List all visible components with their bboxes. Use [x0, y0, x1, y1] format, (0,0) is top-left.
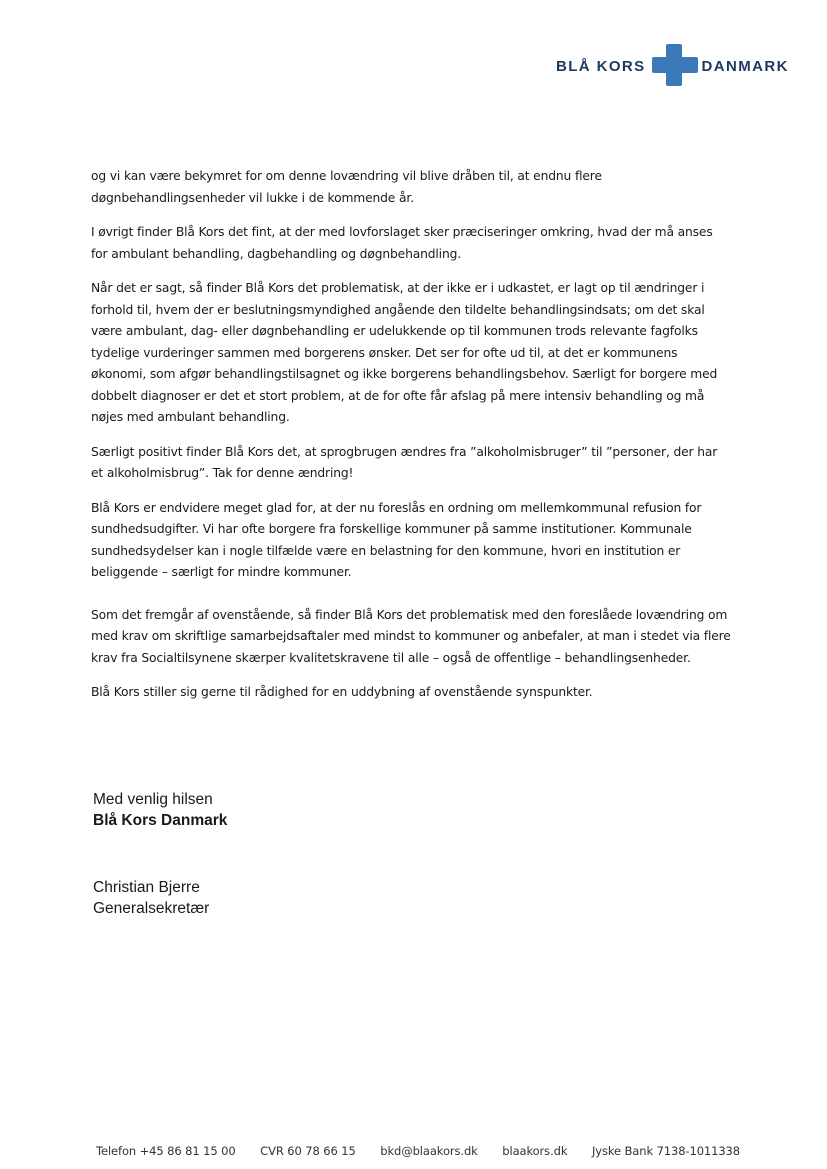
footer-phone: Telefon +45 86 81 15 00: [96, 1144, 236, 1158]
footer-website: blaakors.dk: [502, 1144, 568, 1158]
closing-greeting: Med venlig hilsen: [93, 791, 213, 808]
paragraph: Særligt positivt finder Blå Kors det, at sprogbrugen ændres fra ”alkoholmisbruger” til ”personer, der har et alkoholmisbrug”. Tak for denne ændring!: [91, 444, 718, 480]
signature-block: [93, 877, 209, 919]
closing-organization: Blå Kors Danmark: [93, 812, 228, 829]
signer-name: Christian Bjerre: [93, 879, 200, 896]
logo-text-right: DANMARK: [701, 57, 789, 75]
logo-text-left: BLÅ KORS: [556, 57, 646, 75]
organization-logo: [556, 44, 789, 86]
footer-bank: Jyske Bank 7138-1011338: [591, 1144, 740, 1158]
paragraph: Blå Kors er endvidere meget glad for, at der nu foreslås en ordning om mellemkommunal refusion for sundhedsudgifter. Vi har ofte borgere fra forskellige kommuner på samme institutioner. Kommunale sundhedsydelser kan i nogle tilfælde være en belastning for den kommune, hvori en institution er beliggende – særligt for mindre kommuner.: [91, 500, 702, 579]
closing: [93, 789, 227, 831]
cross-icon: [652, 44, 698, 86]
footer-email: bkd@blaakors.dk: [380, 1144, 478, 1158]
paragraph: Som det fremgår af ovenstående, så finder Blå Kors det problematisk med den foreslåede lovændring om med krav om skriftlige samarbejdsaftaler med mindst to kommuner og anbefaler, at man i stedet via flere krav fra Socialtilsynene skærper kvalitetskravene til alle – også de offentlige – behandlingsenheder.: [91, 607, 731, 665]
paragraph: Blå Kors stiller sig gerne til rådighed for en uddybning af ovenstående synspunkter.: [91, 685, 593, 699]
paragraph: Når det er sagt, så finder Blå Kors det problematisk, at der ikke er i udkastet, er lagt op til ændringer i forhold til, hvem der er beslutningsmyndighed angående den tildelte behandlingsindsats; om det skal være ambulant, dag- eller døgnbehandling er udelukkende op til kommunen trods relevante fagfolks tydelige vurderinger sammen med borgerens ønsker. Det ser for ofte ud til, at det er kommunens økonomi, som afgør behandlingstilsagnet og ikke borgerens behandlingsbehov. Særligt for borgere med dobbelt diagnoser er det et stort problem, at de for ofte får afslag på mere intensiv behandling og må nøjes med ambulant behandling.: [91, 281, 718, 424]
paragraph: og vi kan være bekymret for om denne lovændring vil blive dråben til, at endnu flere døgnbehandlingsenheder vil lukke i de kommende år.: [91, 169, 602, 205]
signer-title: Generalsekretær: [93, 900, 210, 917]
footer: [96, 1144, 740, 1158]
paragraph: I øvrigt finder Blå Kors det fint, at der med lovforslaget sker præciseringer omkring, hvad der må anses for ambulant behandling, dagbehandling og døgnbehandling.: [91, 225, 713, 261]
footer-cvr: CVR 60 78 66 15: [260, 1144, 356, 1158]
letter-body: [91, 166, 731, 717]
